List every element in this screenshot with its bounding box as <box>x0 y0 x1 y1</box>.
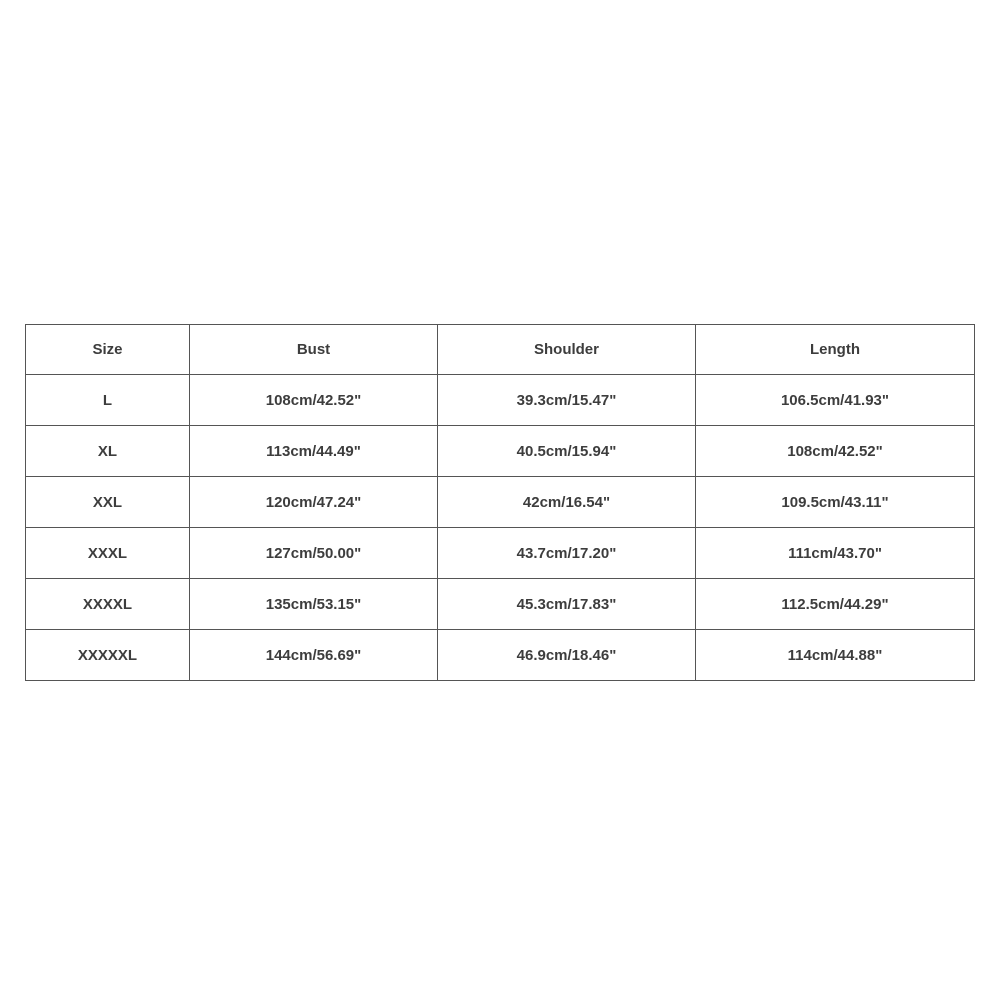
column-header-bust: Bust <box>190 325 438 375</box>
cell-shoulder: 40.5cm/15.94" <box>438 426 696 477</box>
cell-size: XXXXXL <box>26 630 190 681</box>
cell-length: 109.5cm/43.11" <box>696 477 975 528</box>
column-header-size: Size <box>26 325 190 375</box>
cell-length: 108cm/42.52" <box>696 426 975 477</box>
cell-bust: 108cm/42.52" <box>190 375 438 426</box>
cell-length: 112.5cm/44.29" <box>696 579 975 630</box>
cell-bust: 120cm/47.24" <box>190 477 438 528</box>
cell-length: 106.5cm/41.93" <box>696 375 975 426</box>
table-header <box>26 325 975 375</box>
column-header-shoulder: Shoulder <box>438 325 696 375</box>
cell-shoulder: 45.3cm/17.83" <box>438 579 696 630</box>
cell-size: XXL <box>26 477 190 528</box>
cell-bust: 144cm/56.69" <box>190 630 438 681</box>
cell-bust: 113cm/44.49" <box>190 426 438 477</box>
cell-shoulder: 42cm/16.54" <box>438 477 696 528</box>
cell-size: XL <box>26 426 190 477</box>
table-row-xxxxxl <box>26 630 975 681</box>
cell-length: 114cm/44.88" <box>696 630 975 681</box>
size-chart-table <box>25 324 975 681</box>
cell-size: XXXXL <box>26 579 190 630</box>
table-row-xxxxl <box>26 579 975 630</box>
header-row <box>26 325 975 375</box>
table-row-xl <box>26 426 975 477</box>
column-header-length: Length <box>696 325 975 375</box>
table-row-l <box>26 375 975 426</box>
cell-shoulder: 46.9cm/18.46" <box>438 630 696 681</box>
cell-length: 111cm/43.70" <box>696 528 975 579</box>
table-row-xxl <box>26 477 975 528</box>
table-row-xxxl <box>26 528 975 579</box>
cell-shoulder: 39.3cm/15.47" <box>438 375 696 426</box>
cell-shoulder: 43.7cm/17.20" <box>438 528 696 579</box>
cell-bust: 127cm/50.00" <box>190 528 438 579</box>
cell-bust: 135cm/53.15" <box>190 579 438 630</box>
table-body <box>26 375 975 681</box>
cell-size: L <box>26 375 190 426</box>
cell-size: XXXL <box>26 528 190 579</box>
